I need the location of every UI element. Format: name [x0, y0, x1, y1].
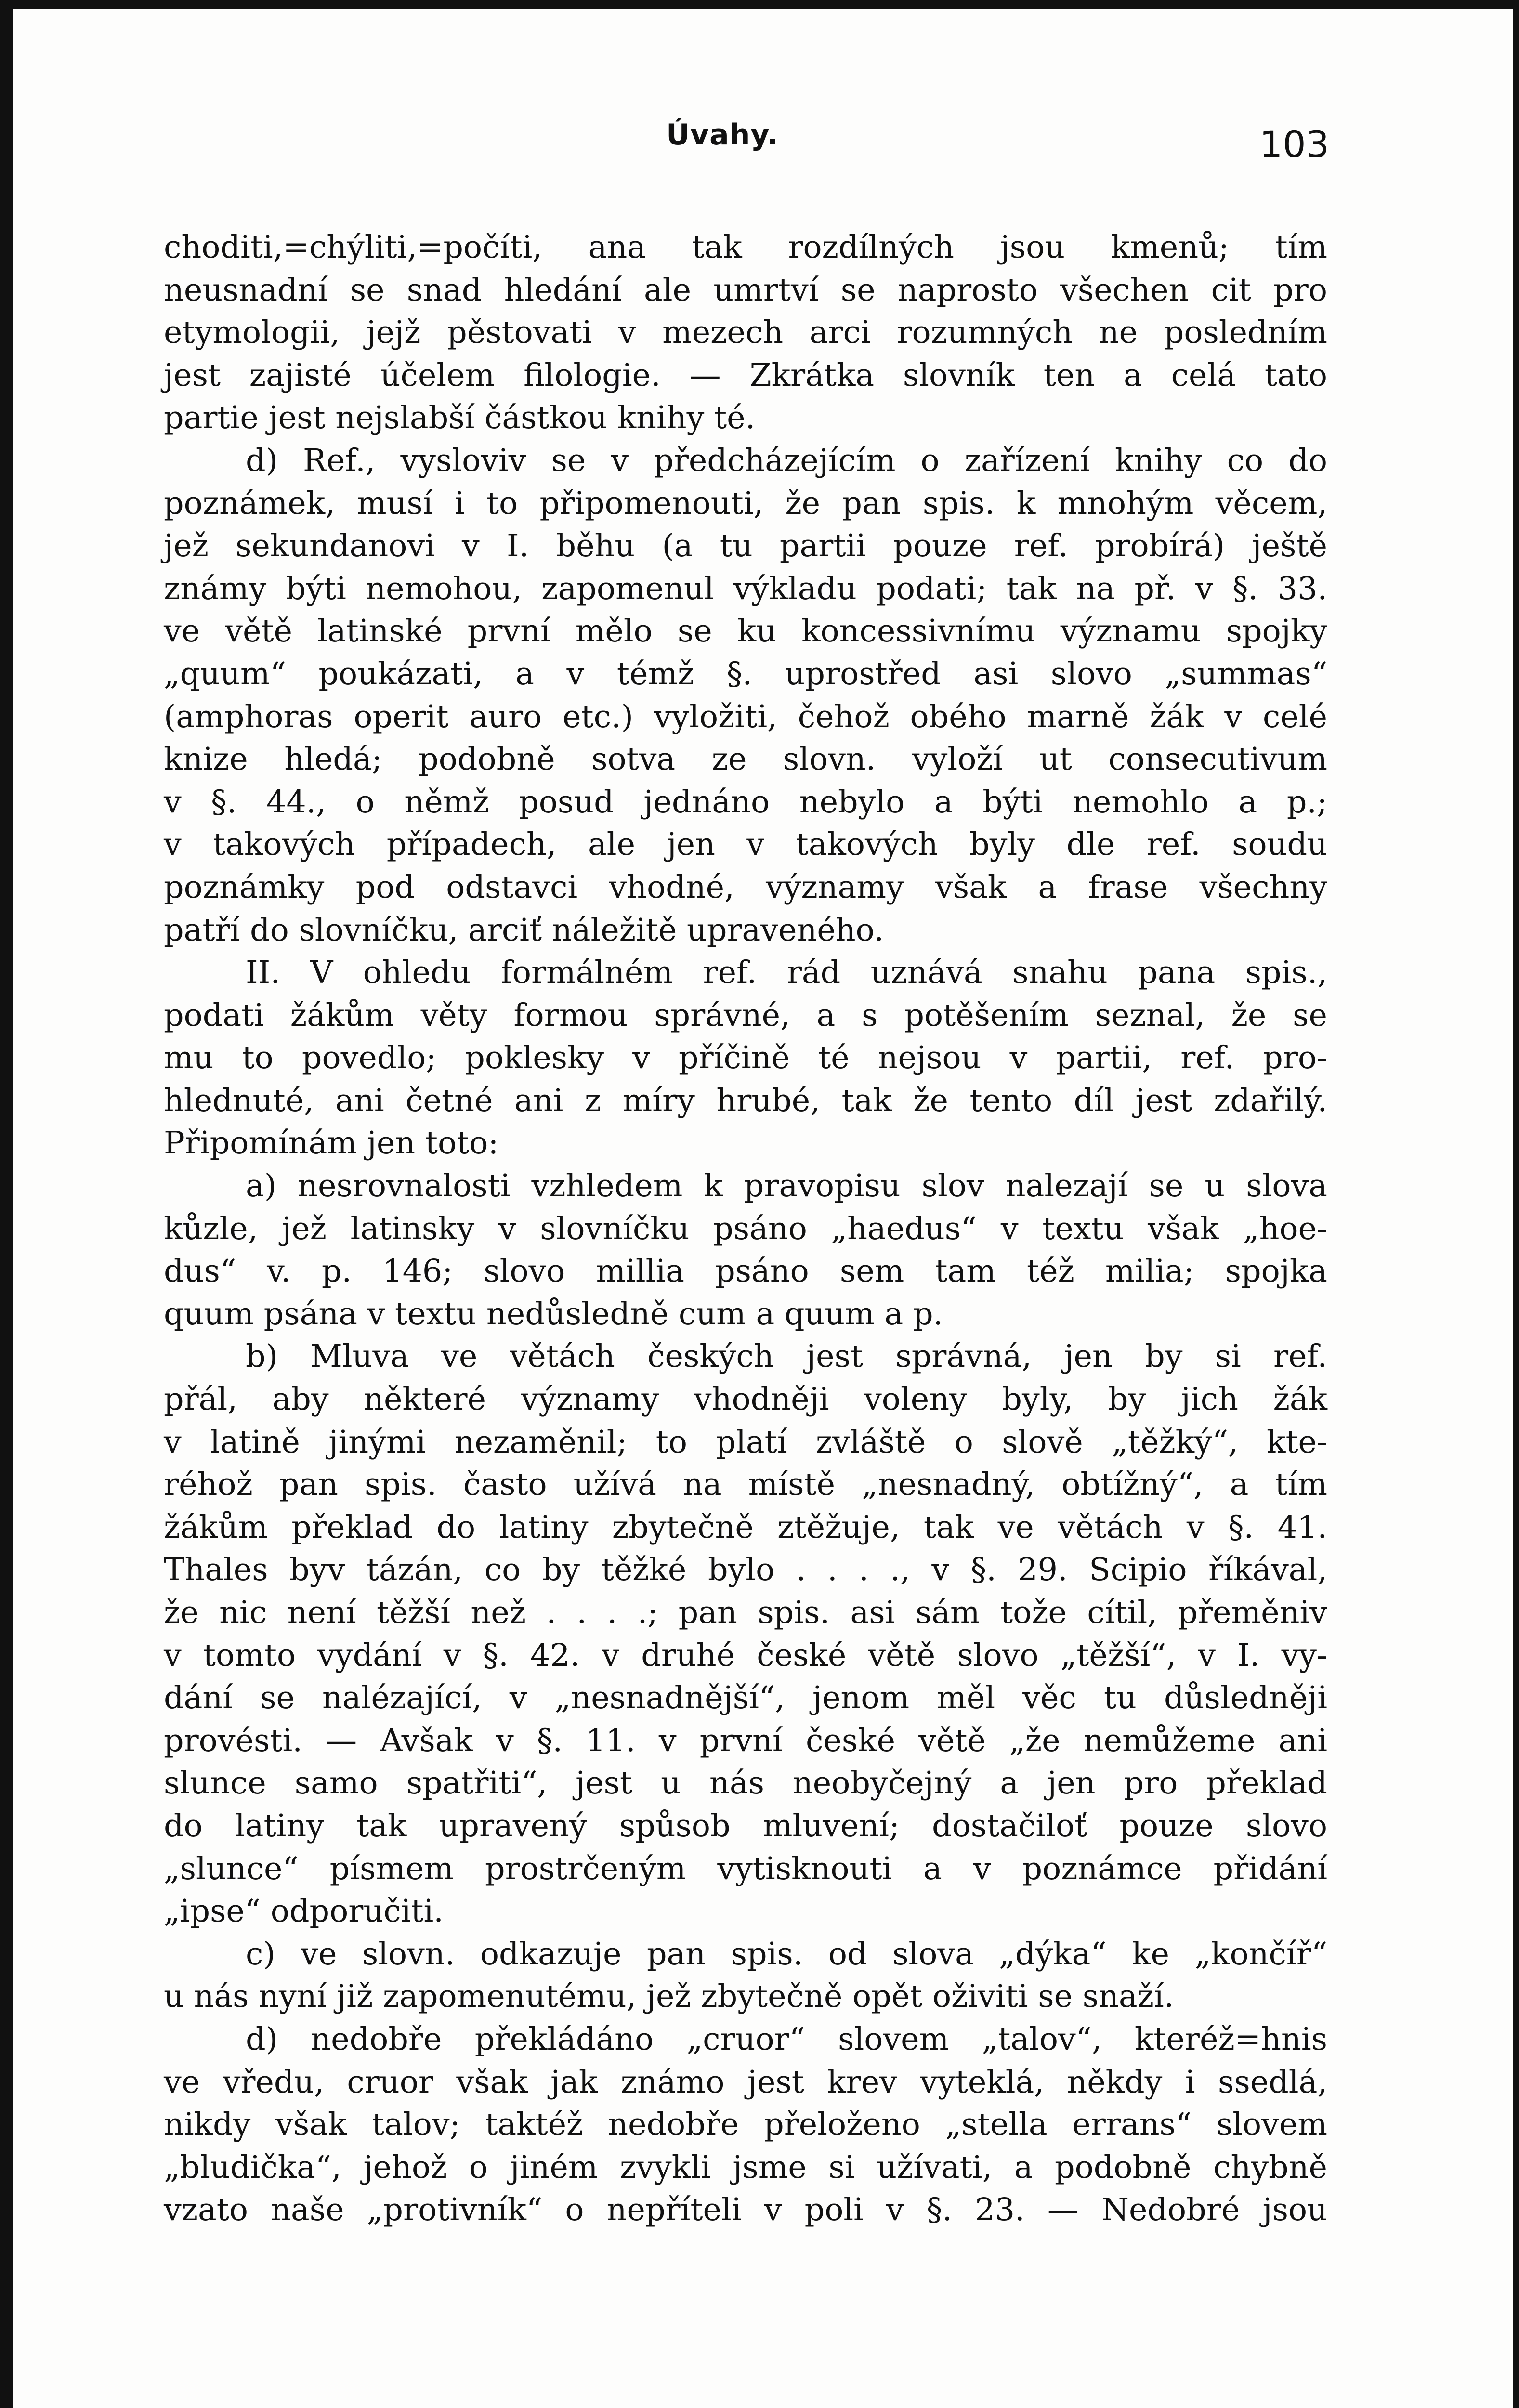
text-line: žákům překlad do latiny zbytečně ztěžuje, tak ve větách v §. 41. — [164, 1509, 1327, 1545]
text-line: dání se nalézající, v „nesnadnější“, jenom měl věc tu důsledněji — [164, 1680, 1327, 1716]
text-line: d) nedobře překládáno „cruor“ slovem „talov“, kteréž=hnis — [246, 2021, 1327, 2057]
scan-border-right — [1513, 0, 1519, 2408]
text-line: Připomínám jen toto: — [164, 1125, 499, 1162]
text-line: jest zajisté účelem filologie. — Zkrátka slovník ten a celá tato — [164, 357, 1327, 393]
text-line: podati žákům věty formou správné, a s potěšením seznal, že se — [164, 997, 1327, 1034]
scan-border-left — [0, 0, 13, 2408]
text-line: provésti. — Avšak v §. 11. v první české větě „že nemůžeme ani — [164, 1722, 1327, 1759]
text-line: kůzle, jež latinsky v slovníčku psáno „haedus“ v textu však „hoe- — [164, 1210, 1327, 1247]
text-line: v latině jinými nezaměnil; to platí zvláště o slově „těžký“, kte- — [164, 1424, 1327, 1460]
text-line: „slunce“ písmem prostrčeným vytisknouti a v poznámce přidání — [164, 1850, 1327, 1887]
text-line: quum psána v textu nedůsledně cum a quum a p. — [164, 1296, 943, 1332]
text-line: jež sekundanovi v I. běhu (a tu partii pouze ref. probírá) ještě — [164, 528, 1327, 564]
text-line: Thales byv tázán, co by těžké bylo . . . ., v §. 29. Scipio říkával, — [164, 1552, 1327, 1588]
text-line: knize hledá; podobně sotva ze slovn. vyloží ut consecutivum — [164, 741, 1327, 778]
text-line: choditi,=chýliti,=počíti, ana tak rozdílných jsou kmenů; tím — [164, 229, 1327, 265]
text-line: v §. 44., o němž posud jednáno nebylo a býti nemohlo a p.; — [164, 784, 1327, 820]
text-line: d) Ref., vysloviv se v předcházejícím o zařízení knihy co do — [246, 442, 1327, 479]
text-line: patří do slovníčku, arciť náležitě upraveného. — [164, 912, 884, 948]
text-line: poznámek, musí i to připomenouti, že pan spis. k mnohým věcem, — [164, 485, 1327, 522]
body-text — [164, 226, 1327, 2232]
text-line: známy býti nemohou, zapomenul výkladu podati; tak na př. v §. 33. — [164, 570, 1327, 607]
text-line: v takových případech, ale jen v takových byly dle ref. soudu — [164, 826, 1327, 863]
text-line: hlednuté, ani četné ani z míry hrubé, tak že tento díl jest zdařilý. — [164, 1082, 1327, 1119]
text-line: v tomto vydání v §. 42. v druhé české větě slovo „těžší“, v I. vy- — [164, 1637, 1327, 1674]
text-line: réhož pan spis. často užívá na místě „nesnadný, obtížný“, a tím — [164, 1466, 1327, 1503]
text-line: neusnadní se snad hledání ale umrtví se naprosto všechen cit pro — [164, 272, 1327, 308]
text-line: že nic není těžší než . . . .; pan spis. asi sám tože cítil, přeměniv — [164, 1595, 1327, 1631]
text-line: nikdy však talov; taktéž nedobře přeloženo „stella errans“ slovem — [164, 2107, 1327, 2143]
text-line: b) Mluva ve větách českých jest správná, jen by si ref. — [246, 1338, 1327, 1375]
text-line: „ipse“ odporučiti. — [164, 1893, 444, 1930]
text-line: „bludička“, jehož o jiném zvykli jsme si užívati, a podobně chybně — [164, 2149, 1327, 2186]
text-line: u nás nyní již zapomenutému, jež zbytečně opět oživiti se snaží. — [164, 1978, 1174, 2015]
text-line: partie jest nejslabší částkou knihy té. — [164, 400, 756, 436]
text-line: ve vředu, cruor však jak známo jest krev vyteklá, někdy i ssedlá, — [164, 2064, 1327, 2100]
text-line: ve větě latinské první mělo se ku koncessivnímu významu spojky — [164, 613, 1327, 650]
text-line: mu to povedlo; poklesky v příčině té nejsou v partii, ref. pro- — [164, 1040, 1327, 1076]
text-line: vzato naše „protivník“ o nepříteli v poli v §. 23. — Nedobré jsou — [164, 2192, 1327, 2228]
text-line: (amphoras operit auro etc.) vyložiti, čehož obého marně žák v celé — [164, 698, 1327, 735]
text-line: přál, aby některé významy vhodněji voleny byly, by jich žák — [164, 1381, 1327, 1418]
text-line: do latiny tak upravený spůsob mluvení; dostačiloť pouze slovo — [164, 1807, 1327, 1844]
text-line: II. V ohledu formálném ref. rád uznává snahu pana spis., — [246, 955, 1327, 991]
text-line: a) nesrovnalosti vzhledem k pravopisu slov nalezají se u slova — [246, 1168, 1327, 1204]
page-number: 103 — [1259, 123, 1329, 166]
text-line: c) ve slovn. odkazuje pan spis. od slova „dýka“ ke „končíř“ — [246, 1936, 1327, 1972]
scan-border-top — [0, 0, 1519, 9]
text-line: „quum“ poukázati, a v témž §. uprostřed asi slovo „summas“ — [164, 655, 1327, 692]
text-line: slunce samo spatřiti“, jest u nás neobyčejný a jen pro překlad — [164, 1765, 1327, 1802]
text-line: poznámky pod odstavci vhodné, významy však a frase všechny — [164, 869, 1327, 905]
running-header: Úvahy. — [666, 118, 779, 152]
text-line: dus“ v. p. 146; slovo millia psáno sem tam též milia; spojka — [164, 1253, 1327, 1290]
text-line: etymologii, jejž pěstovati v mezech arci rozumných ne posledním — [164, 314, 1327, 351]
